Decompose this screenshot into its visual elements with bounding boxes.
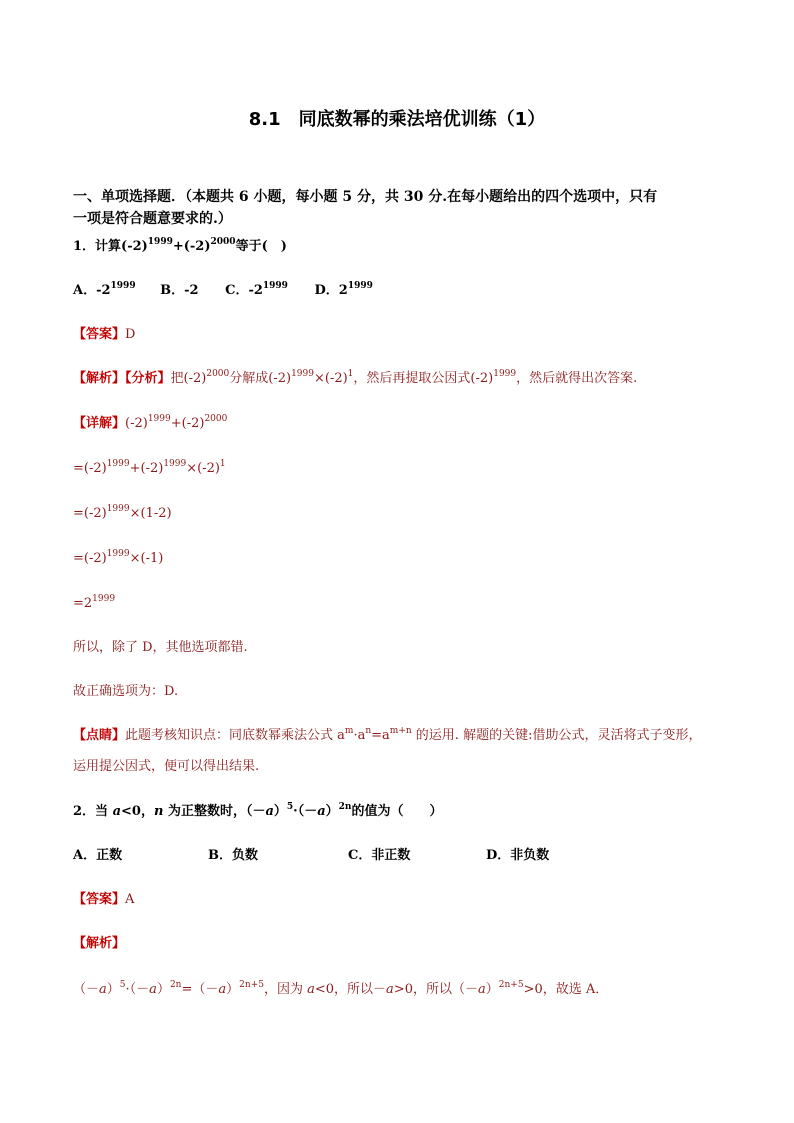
question-1-stem: 1．计算$(-2)^{1999}+(-2)^{2000}$等于( ) bbox=[73, 237, 287, 254]
question-2-stem: 2．当 a<0，n 为正整数时，$(-a)^5\cdot(-a)^{2n}$的值为（ ） bbox=[73, 802, 443, 819]
option-c: C．$-2^{1999}$ bbox=[225, 281, 288, 298]
question-1-comment-line2: 运用提公因式，便可以得出结果. bbox=[73, 759, 260, 774]
option-d: D．非负数 bbox=[486, 848, 550, 863]
detail-line-1: 【详解】$(-2)^{1999}+(-2)^{2000}$ bbox=[73, 414, 228, 431]
question-1-comment: 【点睛】此题考核知识点：同底数幂乘法公式 $a^m\cdot a^n=a^{m+n}$ 的运用. 解题的关键:借助公式，灵活将式子变形， bbox=[73, 726, 702, 743]
question-2-options bbox=[73, 849, 549, 862]
section-header-line2: 一项是符合题意要求的.） bbox=[73, 211, 232, 227]
question-1-options bbox=[73, 281, 373, 298]
detail-line-3: $=(-2)^{1999}\times(1-2)$ bbox=[73, 504, 172, 521]
question-1-answer: 【答案】D bbox=[73, 327, 136, 342]
question-2-analysis-tag: 【解析】 bbox=[73, 936, 126, 951]
option-c: C．非正数 bbox=[348, 848, 411, 863]
option-b: B．负数 bbox=[208, 848, 258, 863]
detail-line-4: $=(-2)^{1999}\times(-1)$ bbox=[73, 549, 164, 566]
option-a: A．正数 bbox=[73, 848, 123, 863]
option-a: A．$-2^{1999}$ bbox=[73, 281, 136, 298]
detail-line-2: $=(-2)^{1999}+(-2)^{1999}\times(-2)^1$ bbox=[73, 459, 226, 476]
option-b: B．-2 bbox=[160, 283, 199, 298]
detail-line-5: $=2^{1999}$ bbox=[73, 594, 116, 611]
section-header-line1: 一、单项选择题．（本题共 6 小题，每小题 5 分，共 30 分.在每小题给出的四个选项中，只有 bbox=[73, 189, 658, 205]
question-1-analysis: 【解析】【分析】把$(-2)^{2000}$分解成$(-2)^{1999}\times(-2)^1$，然后再提取公因式$(-2)^{1999}$，然后就得出次答案. bbox=[73, 369, 638, 386]
detail-final: 故正确选项为：D. bbox=[73, 684, 179, 699]
question-2-solution: $(-a)^5\cdot(-a)^{2n}=(-a)^{2n+5}$，因为 a<0，所以－a>0，所以$(-a)^{2n+5}>0$，故选 A． bbox=[73, 980, 609, 997]
detail-conclusion: 所以，除了 D，其他选项都错. bbox=[73, 640, 248, 655]
option-d: D．$2^{1999}$ bbox=[314, 281, 373, 298]
question-2-answer: 【答案】A bbox=[73, 892, 135, 907]
page-title: 8.1 同底数幂的乘法培优训练（1） bbox=[248, 109, 546, 130]
